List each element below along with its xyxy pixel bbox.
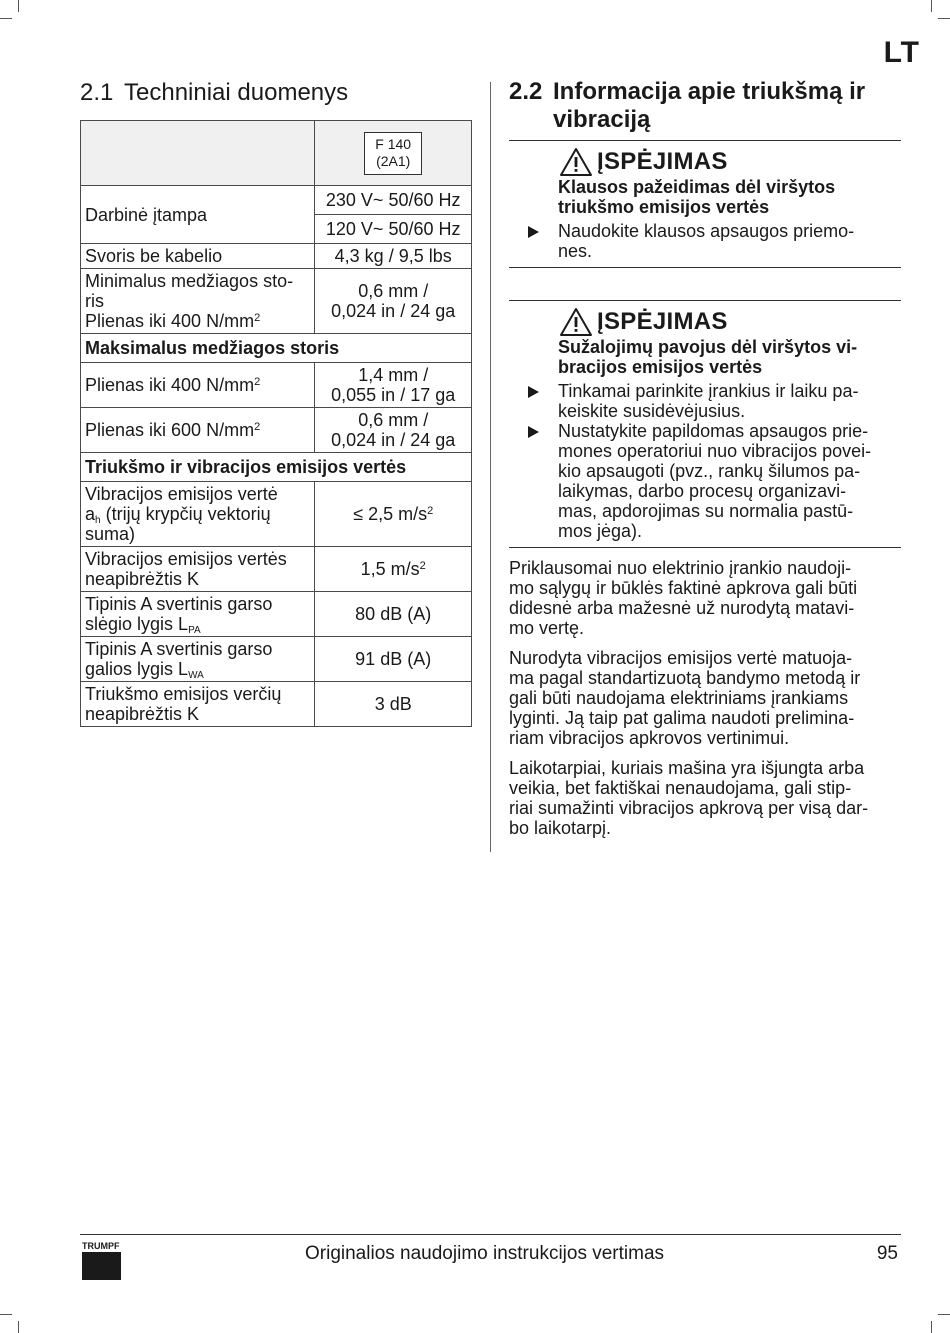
label-line bbox=[85, 311, 310, 331]
label-line: Vibracijos emisijos vertės bbox=[85, 549, 287, 569]
table-row bbox=[81, 363, 472, 408]
crop-mark-bottom-left-v bbox=[18, 1321, 19, 1333]
text-line: mo sąlygų ir būklės faktinė apkrova gali būti bbox=[509, 578, 858, 598]
model-label-box bbox=[364, 132, 422, 175]
crop-mark-bottom-right-v bbox=[931, 1321, 932, 1333]
warning-subtitle bbox=[509, 177, 901, 217]
paragraph bbox=[509, 758, 901, 838]
footer-rule bbox=[80, 1234, 901, 1235]
superscript: 2 bbox=[254, 421, 261, 433]
subtitle-line: triukšmo emisijos vertės bbox=[558, 197, 770, 217]
item-line: nes. bbox=[558, 241, 593, 261]
subscript: PA bbox=[188, 625, 201, 636]
label-line: suma) bbox=[85, 524, 136, 544]
footer-title: Originalios naudojimo instrukcijos vertimas bbox=[305, 1243, 665, 1264]
text-line: mo vertę. bbox=[509, 618, 585, 638]
technical-data-table bbox=[80, 120, 472, 727]
item-line: Naudokite klausos apsaugos priemo- bbox=[558, 221, 855, 241]
noise-vibration-section bbox=[509, 78, 901, 848]
superscript: 2 bbox=[427, 505, 434, 517]
label-text: Plienas iki 400 N/mm bbox=[85, 311, 255, 331]
table-row bbox=[81, 244, 472, 269]
subtitle-line: Sužalojimų pavojus dėl viršytos vi- bbox=[558, 337, 858, 357]
warning-actions-list bbox=[509, 221, 901, 261]
row-value-voltage-1: 230 V~ 50/60 Hz bbox=[315, 186, 472, 215]
table-row bbox=[81, 186, 472, 215]
row-label-sound-power bbox=[81, 637, 315, 682]
row-value-weight: 4,3 kg / 9,5 lbs bbox=[315, 244, 472, 269]
label-line bbox=[85, 614, 310, 634]
row-value-min-thickness bbox=[315, 269, 472, 334]
warning-box-injury bbox=[509, 300, 901, 548]
row-value-noise-uncertainty: 3 dB bbox=[315, 682, 472, 727]
paragraph bbox=[509, 648, 901, 748]
label-line: Minimalus medžiagos sto- bbox=[85, 271, 294, 291]
bullet-arrow-icon bbox=[528, 226, 539, 238]
list-item bbox=[509, 221, 901, 261]
table-row bbox=[81, 682, 472, 727]
label-line: Vibracijos emisijos vertė bbox=[85, 484, 278, 504]
logo-text: TRUMPF bbox=[82, 1241, 120, 1251]
item-line: Tinkamai parinkite įrankius ir laiku pa- bbox=[558, 381, 859, 401]
superscript: 2 bbox=[254, 312, 261, 324]
crop-mark-bottom-left-h bbox=[0, 1314, 12, 1315]
item-line: laikymas, darbo procesų organizavi- bbox=[558, 481, 847, 501]
section-number: 2.2 bbox=[509, 78, 543, 105]
section-title-text: Techniniai duomenys bbox=[124, 79, 349, 106]
text-line: riai sumažinti vibracijos apkrovą per visą dar- bbox=[509, 798, 869, 818]
page-number: 95 bbox=[876, 1243, 898, 1264]
row-value-sound-power: 91 dB (A) bbox=[315, 637, 472, 682]
label-line: ris bbox=[85, 291, 104, 311]
list-item bbox=[509, 421, 901, 541]
table-row bbox=[81, 482, 472, 547]
item-line: mones operatoriui nuo vibracijos povei- bbox=[558, 441, 872, 461]
table-row bbox=[81, 408, 472, 453]
bullet-arrow-icon bbox=[528, 386, 539, 398]
table-header-row bbox=[81, 121, 472, 186]
label-line bbox=[85, 659, 310, 679]
bullet-arrow-icon bbox=[528, 426, 539, 438]
row-label-min-thickness bbox=[81, 269, 315, 334]
crop-mark-top-left-h bbox=[0, 18, 12, 19]
row-value-steel-600 bbox=[315, 408, 472, 453]
subtitle-line: Klausos pažeidimas dėl viršytos bbox=[558, 177, 836, 197]
crop-mark-top-right-v bbox=[931, 0, 932, 12]
table-header-model-cell bbox=[315, 121, 472, 186]
value-line: 0,6 mm / bbox=[358, 281, 429, 301]
subscript: h bbox=[95, 515, 101, 526]
row-value-voltage-2: 120 V~ 50/60 Hz bbox=[315, 215, 472, 244]
list-item bbox=[509, 381, 901, 421]
text-line: veikia, bet faktiškai nenaudojama, gali stip- bbox=[509, 778, 852, 798]
row-label-vibration-emission bbox=[81, 482, 315, 547]
section-title-technical-data bbox=[80, 78, 472, 108]
warning-title: ĮSPĖJIMAS bbox=[597, 308, 728, 335]
text-line: Nurodyta vibracijos emisijos vertė matuoja- bbox=[509, 648, 853, 668]
value-line: 0,024 in / 24 ga bbox=[331, 301, 456, 321]
text-line: Priklausomai nuo elektrinio įrankio naudoji- bbox=[509, 558, 852, 578]
warning-subtitle bbox=[509, 337, 901, 377]
text-line: riam vibracijos apkrovos vertinimui. bbox=[509, 728, 790, 748]
warning-actions-list bbox=[509, 381, 901, 541]
section-title-text bbox=[553, 78, 865, 134]
table-row bbox=[81, 637, 472, 682]
label-line: Triukšmo emisijos verčių bbox=[85, 684, 282, 704]
subheader-max-thickness: Maksimalus medžiagos storis bbox=[81, 334, 472, 363]
table-subheader-row bbox=[81, 453, 472, 482]
table-row bbox=[81, 592, 472, 637]
label-text: a bbox=[85, 504, 96, 524]
subtitle-line: bracijos emisijos vertės bbox=[558, 357, 763, 377]
warning-box-hearing bbox=[509, 140, 901, 268]
item-line: kio apsaugoti (pvz., rankų šilumos pa- bbox=[558, 461, 861, 481]
model-code: (2A1) bbox=[376, 152, 411, 169]
item-line: mos jėga). bbox=[558, 521, 643, 541]
crop-mark-top-left-v bbox=[18, 0, 19, 12]
label-line bbox=[85, 504, 310, 524]
title-line: Informacija apie triukšmą ir bbox=[553, 78, 866, 105]
column-divider bbox=[490, 82, 491, 852]
row-label-vibration-uncertainty bbox=[81, 547, 315, 592]
crop-mark-top-right-h bbox=[938, 18, 950, 19]
item-line: keiskite susidėvėjusius. bbox=[558, 401, 746, 421]
row-value-vibration-emission bbox=[315, 482, 472, 547]
label-line: Tipinis A svertinis garso bbox=[85, 594, 273, 614]
value-line: 0,055 in / 17 ga bbox=[331, 385, 456, 405]
row-value-vibration-uncertainty bbox=[315, 547, 472, 592]
row-label-noise-uncertainty bbox=[81, 682, 315, 727]
row-label-weight: Svoris be kabelio bbox=[81, 244, 315, 269]
text-line: didesnė arba mažesnė už nurodytą matavi- bbox=[509, 598, 855, 618]
trumpf-logo bbox=[82, 1242, 122, 1280]
row-value-sound-pressure: 80 dB (A) bbox=[315, 592, 472, 637]
value-line: 0,6 mm / bbox=[358, 410, 429, 430]
value-text: ≤ 2,5 m/s bbox=[353, 504, 428, 524]
paragraph bbox=[509, 558, 901, 638]
model-name: F 140 bbox=[375, 135, 412, 152]
row-label-voltage: Darbinė įtampa bbox=[81, 186, 315, 244]
text-line: gali būti naudojama elektriniams įrankiams bbox=[509, 688, 849, 708]
language-tag: LT bbox=[883, 36, 920, 69]
title-line: vibraciją bbox=[553, 106, 651, 133]
technical-data-section bbox=[80, 78, 472, 727]
label-text: Plienas iki 600 N/mm bbox=[85, 420, 255, 440]
body-text bbox=[509, 558, 901, 838]
label-text: Plienas iki 400 N/mm bbox=[85, 375, 255, 395]
superscript: 2 bbox=[419, 560, 426, 572]
label-text: galios lygis L bbox=[85, 659, 189, 679]
warning-header bbox=[509, 307, 901, 337]
row-value-steel-400 bbox=[315, 363, 472, 408]
text-line: Laikotarpiai, kuriais mašina yra išjungta arba bbox=[509, 758, 865, 778]
label-line: Tipinis A svertinis garso bbox=[85, 639, 273, 659]
table-row bbox=[81, 547, 472, 592]
section-title-noise-vibration bbox=[509, 78, 901, 134]
text-line: ma pagal standartizuotą bandymo metodą ir bbox=[509, 668, 861, 688]
value-line: 1,4 mm / bbox=[358, 365, 429, 385]
label-text: (trijų krypčių vektorių bbox=[100, 504, 271, 524]
row-label-steel-400 bbox=[81, 363, 315, 408]
row-label-steel-600 bbox=[81, 408, 315, 453]
label-line: neapibrėžtis K bbox=[85, 569, 200, 589]
table-header-empty-cell bbox=[81, 121, 315, 186]
table-row bbox=[81, 269, 472, 334]
subheader-noise-vibration: Triukšmo ir vibracijos emisijos vertės bbox=[81, 453, 472, 482]
warning-header bbox=[509, 147, 901, 177]
value-text: 1,5 m/s bbox=[360, 559, 420, 579]
row-label-sound-pressure bbox=[81, 592, 315, 637]
superscript: 2 bbox=[254, 376, 261, 388]
text-line: bo laikotarpį. bbox=[509, 818, 612, 838]
label-line: neapibrėžtis K bbox=[85, 704, 200, 724]
subscript: WA bbox=[188, 670, 204, 681]
label-text: slėgio lygis L bbox=[85, 614, 189, 634]
logo-block bbox=[82, 1252, 121, 1280]
text-line: lyginti. Ją taip pat galima naudoti prelimina- bbox=[509, 708, 855, 728]
warning-triangle-icon bbox=[559, 147, 593, 177]
warning-triangle-icon bbox=[559, 307, 593, 337]
value-line: 0,024 in / 24 ga bbox=[331, 430, 456, 450]
item-line: Nustatykite papildomas apsaugos prie- bbox=[558, 421, 869, 441]
item-line: mas, apdorojimas su normalia pastū- bbox=[558, 501, 854, 521]
crop-mark-bottom-right-h bbox=[938, 1314, 950, 1315]
warning-title: ĮSPĖJIMAS bbox=[597, 148, 728, 175]
table-subheader-row bbox=[81, 334, 472, 363]
section-number: 2.1 bbox=[80, 79, 114, 106]
